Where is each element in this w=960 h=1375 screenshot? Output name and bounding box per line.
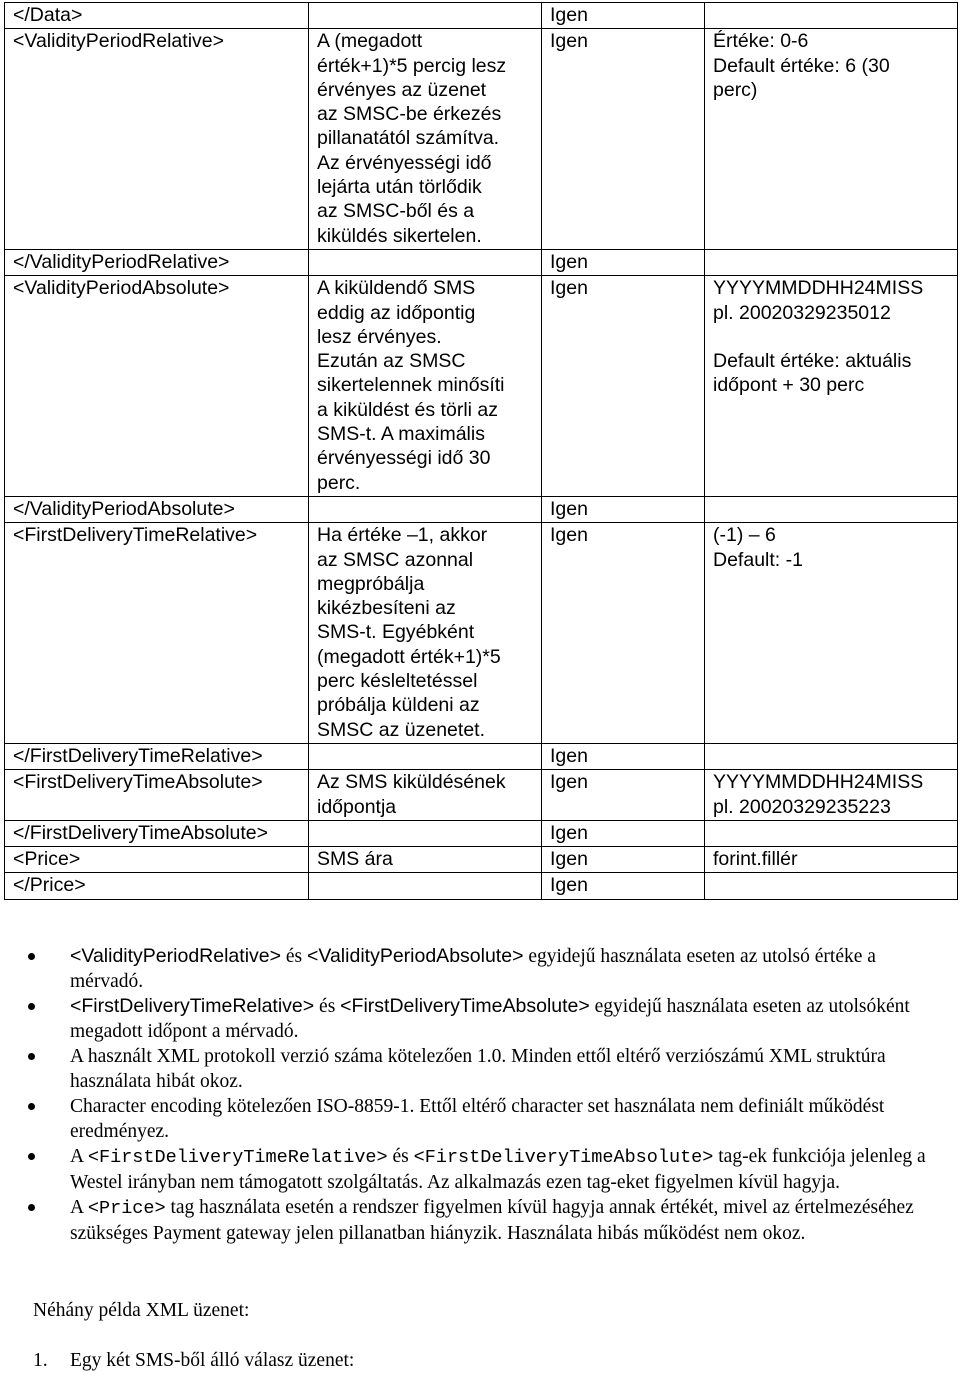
description-cell-text: SMS ára <box>317 848 393 871</box>
note-cell <box>705 3 958 29</box>
table-row <box>5 820 958 846</box>
required-cell-text: Igen <box>550 250 588 273</box>
note-text-segment: <FirstDeliveryTimeRelative> <box>70 995 315 1017</box>
table-row <box>5 3 958 29</box>
note-text-segment: és <box>387 1146 414 1167</box>
examples-intro: Néhány példa XML üzenet: <box>33 1300 250 1321</box>
tag-cell-text: </Price> <box>13 874 86 897</box>
note-cell-text: YYYYMMDDHH24MISS pl. 20020329235223 <box>713 771 924 818</box>
note-text-segment: A <box>70 1197 88 1218</box>
tag-cell <box>5 276 309 497</box>
note-item <box>24 1195 944 1246</box>
tag-cell <box>5 249 309 275</box>
description-cell-text: A (megadott érték+1)*5 percig lesz érvényes az üzenet az SMSC-be érkezés pillanatától számítva. Az érvényességi idő lejárta után törlődik az SMSC-ből és a kiküldés sikertelen. <box>317 30 507 247</box>
tag-cell-text: </ValidityPeriodAbsolute> <box>13 497 235 520</box>
note-cell <box>705 29 958 250</box>
bullet-icon <box>28 1103 35 1110</box>
required-cell-text: Igen <box>550 821 588 844</box>
tag-cell-text: <ValidityPeriodRelative> <box>13 30 225 53</box>
table-row <box>5 743 958 769</box>
description-cell <box>309 496 542 522</box>
xml-tag-spec-table <box>4 2 958 900</box>
note-text-segment: <FirstDeliveryTimeAbsolute> <box>413 1147 714 1168</box>
note-text-segment: <Price> <box>87 1198 166 1219</box>
note-cell-text: forint.fillér <box>713 848 798 871</box>
bullet-icon <box>28 953 35 960</box>
tag-cell <box>5 873 309 899</box>
tag-cell <box>5 847 309 873</box>
note-cell <box>705 847 958 873</box>
note-item <box>24 944 944 994</box>
table-row <box>5 249 958 275</box>
tag-cell <box>5 743 309 769</box>
required-cell <box>542 743 705 769</box>
note-cell-default-text: Default értéke: aktuális időpont + 30 perc <box>713 349 912 397</box>
note-cell-text: YYYYMMDDHH24MISS pl. 20020329235012 <box>713 277 924 324</box>
note-item <box>24 994 944 1044</box>
table-row <box>5 496 958 522</box>
required-cell <box>542 496 705 522</box>
tag-cell <box>5 820 309 846</box>
table-row <box>5 29 958 250</box>
note-item <box>24 1044 944 1094</box>
note-text-segment: <ValidityPeriodAbsolute> <box>307 945 524 967</box>
tag-cell-text: </Data> <box>13 4 83 26</box>
required-cell-text: Igen <box>550 848 588 871</box>
required-cell-text: Igen <box>550 524 588 547</box>
required-cell <box>542 847 705 873</box>
spec-table-body <box>5 3 958 900</box>
table-row <box>5 873 958 899</box>
note-text-segment: A <box>70 1146 88 1167</box>
tag-cell-text: <FirstDeliveryTimeAbsolute> <box>13 771 263 794</box>
bullet-icon <box>28 1053 35 1060</box>
required-cell <box>542 820 705 846</box>
note-text-segment: tag használata esetén a rendszer figyelmen kívül hagyja annak értékét, mivel az értelmezéséhez szükséges Payment gateway jelen pillanatban hiányzik. Használata hibás működést nem okoz. <box>70 1197 914 1244</box>
note-text-segment: és <box>314 996 341 1017</box>
note-cell <box>705 523 958 744</box>
description-cell-text: Az SMS kiküldésének időpontja <box>317 771 506 818</box>
note-cell <box>705 873 958 899</box>
note-text-segment: egyidejű használata eseten az utolsóként megadott időpont a mérvadó. <box>70 996 910 1042</box>
tag-cell-text: <ValidityPeriodAbsolute> <box>13 277 230 300</box>
description-cell <box>309 847 542 873</box>
bullet-icon <box>28 1003 35 1010</box>
tag-cell-text: <Price> <box>13 848 81 871</box>
note-text-segment: és <box>281 946 308 967</box>
tag-cell-text: <FirstDeliveryTimeRelative> <box>13 524 258 547</box>
example-number: 1. <box>33 1350 48 1371</box>
required-cell-text: Igen <box>550 874 588 897</box>
table-row <box>5 523 958 744</box>
table-row <box>5 770 958 821</box>
note-text-segment: <ValidityPeriodRelative> <box>70 945 282 967</box>
example-item-1 <box>33 1350 354 1372</box>
note-cell <box>705 249 958 275</box>
tag-cell <box>5 770 309 821</box>
required-cell-text: Igen <box>550 497 588 520</box>
note-text-segment: egyidejű használata eseten az utolsó értéke a mérvadó. <box>70 946 876 992</box>
note-text-segment: <FirstDeliveryTimeAbsolute> <box>340 995 590 1017</box>
bullet-icon <box>28 1153 35 1160</box>
note-text-segment: Character encoding kötelezően ISO-8859-1. Ettől eltérő character set használata nem definiált működést eredményez. <box>70 1096 885 1142</box>
tag-cell <box>5 523 309 744</box>
tag-cell-text: </FirstDeliveryTimeAbsolute> <box>13 821 269 844</box>
required-cell <box>542 523 705 744</box>
required-cell <box>542 29 705 250</box>
description-cell <box>309 820 542 846</box>
tag-cell <box>5 496 309 522</box>
required-cell <box>542 873 705 899</box>
note-item <box>24 1094 944 1144</box>
bullet-icon <box>28 1204 35 1211</box>
note-cell-text: Értéke: 0-6 Default értéke: 6 (30 perc) <box>713 30 890 101</box>
required-cell <box>542 770 705 821</box>
note-item <box>24 1144 944 1195</box>
notes-list <box>24 944 944 1246</box>
description-cell-text: A kiküldendő SMS eddig az időpontig lesz érvényes. Ezután az SMSC sikertelennek minősíti a kiküldést és törli az SMS-t. A maximális érvényességi idő 30 perc. <box>317 277 505 494</box>
description-cell-text: Ha értéke –1, akkor az SMSC azonnal megpróbálja kikézbesíteni az SMS-t. Egyébként (megadott érték+1)*5 perc késleltetéssel próbálja küldeni az SMSC az üzenetet. <box>317 524 501 741</box>
required-cell <box>542 276 705 497</box>
example-title: Egy két SMS-ből álló válasz üzenet: <box>70 1350 355 1371</box>
tag-cell <box>5 29 309 250</box>
note-text-segment: tag-ek funkciója jelenleg a Westel irányban nem támogatott szolgáltatás. Az alkalmazás ezen tag-eket figyelmen kívül hagyja. <box>70 1146 926 1193</box>
description-cell <box>309 873 542 899</box>
note-text-segment: <FirstDeliveryTimeRelative> <box>87 1147 388 1168</box>
note-cell <box>705 276 958 497</box>
tag-cell-text: </ValidityPeriodRelative> <box>13 250 230 273</box>
note-cell-text: (-1) – 6 Default: -1 <box>713 524 803 571</box>
required-cell-text: Igen <box>550 277 588 300</box>
required-cell-text: Igen <box>550 30 588 53</box>
note-cell <box>705 770 958 821</box>
description-cell <box>309 743 542 769</box>
required-cell-text: Igen <box>550 4 588 26</box>
note-cell <box>705 743 958 769</box>
tag-cell <box>5 3 309 29</box>
required-cell-text: Igen <box>550 744 588 767</box>
description-cell <box>309 523 542 744</box>
description-cell <box>309 3 542 29</box>
description-cell <box>309 770 542 821</box>
table-row <box>5 276 958 497</box>
table-row <box>5 847 958 873</box>
note-cell <box>705 496 958 522</box>
note-cell <box>705 820 958 846</box>
note-text-segment: A használt XML protokoll verzió száma kötelezően 1.0. Minden ettől eltérő verziószámú XML struktúra használata hibát okoz. <box>70 1046 886 1092</box>
description-cell <box>309 29 542 250</box>
required-cell-text: Igen <box>550 771 588 794</box>
tag-cell-text: </FirstDeliveryTimeRelative> <box>13 744 263 767</box>
required-cell <box>542 3 705 29</box>
description-cell <box>309 249 542 275</box>
description-cell <box>309 276 542 497</box>
required-cell <box>542 249 705 275</box>
